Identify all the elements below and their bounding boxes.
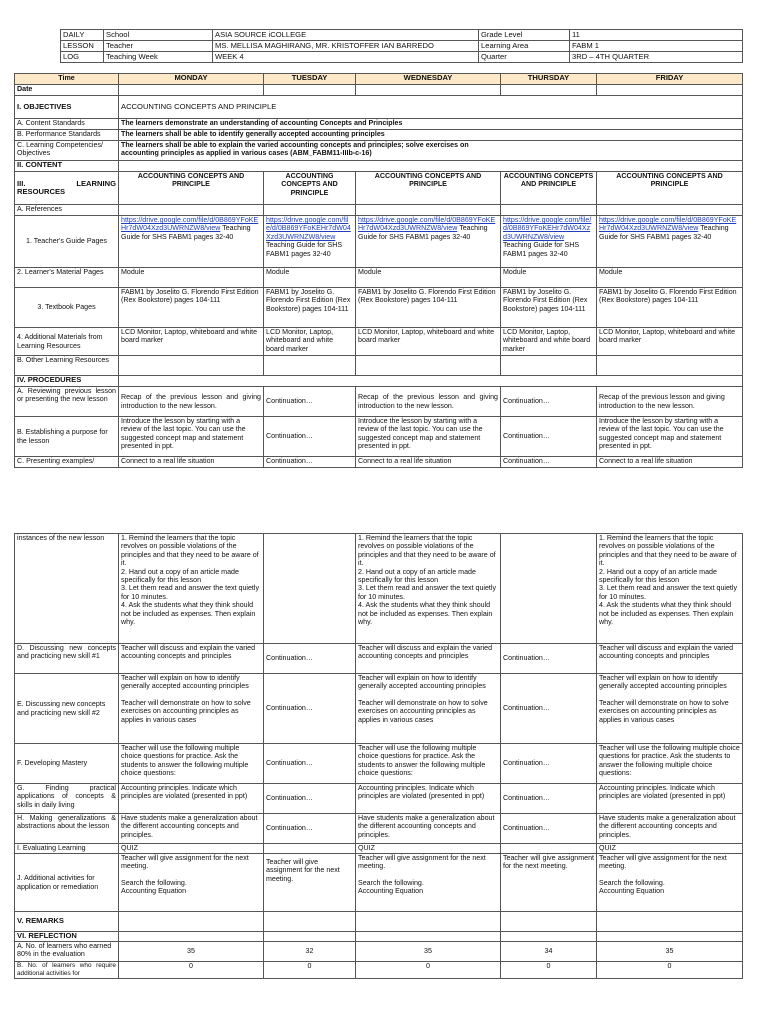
presenting-examples-monday: Connect to a real life situation (119, 457, 264, 468)
lesson-table-page-2 (14, 533, 743, 979)
teacher-value: MS. MELLISA MAGHIRANG, MR. KRISTOFFER IAN BARREDO (213, 41, 479, 52)
other-resources-cell (356, 356, 501, 376)
learning-resources-label: III. LEARNING RESOURCES (15, 172, 119, 205)
date-cell (501, 85, 597, 96)
discussing-2-monday (119, 674, 264, 744)
instance-step-2: 2. Hand out a copy of an article made specifically for this lesson (358, 567, 476, 585)
reflection-cell (356, 932, 501, 942)
discussing-1-friday: Teacher will discuss and explain the varied accounting concepts and principles (597, 644, 743, 674)
instance-step-2: 2. Hand out a copy of an article made specifically for this lesson (599, 567, 717, 585)
instance-step-1: 1. Remind the learners that the topic revolves on possible violations of the principles and that they need to be aware of it. (599, 534, 737, 568)
header-table (60, 29, 743, 63)
additional-activities-friday (597, 854, 743, 912)
additional-materials-label: 4. Additional Materials from Learning Resources (15, 328, 119, 356)
reviewing-label: A. Reviewing previous lesson or presenting the new lesson (15, 387, 119, 417)
textbook-wednesday: FABM1 by Joselito G. Florendo First Edition (Rex Bookstore) pages 104-111 (356, 288, 501, 328)
performance-standards-label: B. Performance Standards (15, 130, 119, 141)
additional-materials-tuesday: LCD Monitor, Laptop, whiteboard and white board marker (264, 328, 356, 356)
instance-step-4: 4. Ask the students what they think should not be included as expenses. Then explain why. (121, 601, 256, 627)
remarks-cell (597, 912, 743, 932)
reflection-label: VI. REFLECTION (15, 932, 119, 942)
evaluating-tuesday (264, 844, 356, 854)
week-value: WEEK 4 (213, 52, 479, 63)
objectives-label: I. OBJECTIVES (15, 96, 119, 119)
instances-monday (119, 534, 264, 644)
teachers-guide-label: 1. Teacher's Guide Pages (15, 216, 119, 268)
grade-label: Grade Level (479, 30, 570, 41)
discussing-1-label: D. Discussing new concepts and practicing new skill #1 (15, 644, 119, 674)
guide-link[interactable]: https://drive.google.com/file/d/0B869YFoKEHr7dW04Xzd3UWRNZW8/view (503, 216, 592, 241)
learners-material-wednesday: Module (356, 268, 501, 288)
establishing-purpose-thursday: Continuation… (501, 417, 597, 457)
references-cell (356, 205, 501, 216)
presenting-examples-thursday: Continuation… (501, 457, 597, 468)
remarks-cell (356, 912, 501, 932)
learners-material-friday: Module (597, 268, 743, 288)
objectives-value: ACCOUNTING CONCEPTS AND PRINCIPLE (119, 96, 743, 119)
additional-activities-wednesday (356, 854, 501, 912)
explain-text: Teacher will explain on how to identify generally accepted accounting principles (121, 674, 249, 691)
competencies-label: C. Learning Competencies/ Objectives (15, 141, 119, 161)
instance-step-4: 4. Ask the students what they think should not be included as expenses. Then explain why. (599, 601, 734, 627)
remarks-label: V. REMARKS (15, 912, 119, 932)
content-standards-value: The learners demonstrate an understanding of accounting Concepts and Principles (119, 119, 743, 130)
learners-80-friday: 35 (597, 942, 743, 962)
evaluating-label: I. Evaluating Learning (15, 844, 119, 854)
additional-activities-tuesday: Teacher will give assignment for the next meeting. (264, 854, 356, 912)
remarks-cell (264, 912, 356, 932)
learners-80-label: A. No. of learners who earned 80% in the evaluation (15, 942, 119, 962)
remarks-cell (501, 912, 597, 932)
other-resources-cell (119, 356, 264, 376)
learners-80-monday: 35 (119, 942, 264, 962)
dll-title-line-2: LESSON (61, 41, 104, 52)
references-cell (119, 205, 264, 216)
discussing-2-tuesday: Continuation… (264, 674, 356, 744)
other-resources-cell (264, 356, 356, 376)
school-value: ASIA SOURCE iCOLLEGE (213, 30, 479, 41)
guide-text: Teaching Guide for SHS FABM1 pages 32-40 (503, 241, 580, 258)
school-label: School (104, 30, 213, 41)
presenting-examples-wednesday: Connect to a real life situation (356, 457, 501, 468)
additional-materials-friday: LCD Monitor, Laptop, whiteboard and white board marker (597, 328, 743, 356)
teachers-guide-wednesday (356, 216, 501, 268)
reviewing-thursday: Continuation… (501, 387, 597, 417)
day-friday: FRIDAY (597, 74, 743, 85)
assignment-text: Teacher will give assignment for the next meeting. (121, 854, 249, 871)
guide-link[interactable]: https://drive.google.com/file/d/0B869YFoKEHr7dW04Xzd3UWRNZW8/view (121, 216, 259, 233)
practical-applications-thursday: Continuation… (501, 784, 597, 814)
date-cell (264, 85, 356, 96)
teachers-guide-thursday (501, 216, 597, 268)
topic-friday: ACCOUNTING CONCEPTS AND PRINCIPLE (597, 172, 743, 205)
area-value: FABM 1 (570, 41, 743, 52)
procedures-label: IV. PROCEDURES (15, 376, 119, 387)
lesson-table-page-1 (14, 73, 743, 468)
instance-step-3: 3. Let them read and answer the text quietly for 10 minutes. (121, 584, 260, 601)
guide-text: Teaching Guide for SHS FABM1 pages 32-40 (358, 224, 488, 241)
teacher-label: Teacher (104, 41, 213, 52)
reviewing-wednesday: Recap of the previous lesson and giving introduction to the new lesson. (356, 387, 501, 417)
discussing-1-monday: Teacher will discuss and explain the varied accounting concepts and principles (119, 644, 264, 674)
mastery-tuesday: Continuation… (264, 744, 356, 784)
topic-thursday: ACCOUNTING CONCEPTS AND PRINCIPLE (501, 172, 597, 205)
learners-material-tuesday: Module (264, 268, 356, 288)
guide-text: Teaching Guide for SHS FABM1 pages 32-40 (121, 224, 251, 241)
generalizations-friday: Have students make a generalization about the different accounting concepts and principles. (597, 814, 743, 844)
establishing-purpose-wednesday: Introduce the lesson by starting with a review of the last topic. You can use the suggested concept map and statement presented in ppt. (356, 417, 501, 457)
date-cell (356, 85, 501, 96)
generalizations-tuesday: Continuation… (264, 814, 356, 844)
guide-link[interactable]: https://drive.google.com/file/d/0B869YFoKEHr7dW04Xzd3UWRNZW8/view (266, 216, 351, 241)
learners-remediation-thursday: 0 (501, 962, 597, 979)
time-label: Time (15, 74, 119, 85)
date-label: Date (15, 85, 119, 96)
learners-remediation-wednesday: 0 (356, 962, 501, 979)
guide-text: Teaching Guide for SHS FABM1 pages 32-40 (266, 241, 343, 258)
discussing-2-label: E. Discussing new concepts and practicing new skill #2 (15, 674, 119, 744)
evaluating-friday: QUIZ (597, 844, 743, 854)
mastery-wednesday: Teacher will use the following multiple choice questions for practice. Ask the students to answer the following multiple choice questions: (356, 744, 501, 784)
generalizations-monday: Have students make a generalization about the different accounting concepts and principles. (119, 814, 264, 844)
learners-remediation-label: B. No. of learners who require additional activities for (15, 962, 119, 979)
teachers-guide-tuesday (264, 216, 356, 268)
presenting-examples-tuesday: Continuation… (264, 457, 356, 468)
mastery-thursday: Continuation… (501, 744, 597, 784)
mastery-label: F. Developing Mastery (15, 744, 119, 784)
instances-label: instances of the new lesson (15, 534, 119, 644)
equation-text: Accounting Equation (599, 887, 665, 896)
generalizations-thursday: Continuation… (501, 814, 597, 844)
content-value (119, 161, 743, 172)
references-label: A. References (15, 205, 119, 216)
practical-applications-tuesday: Continuation… (264, 784, 356, 814)
demonstrate-text: Teacher will demonstrate on how to solve exercises on accounting principles as applies in various cases (121, 698, 251, 724)
reflection-cell (501, 932, 597, 942)
day-monday: MONDAY (119, 74, 264, 85)
mastery-friday: Teacher will use the following multiple choice questions for practice. Ask the students to answer the following multiple choice questions: (597, 744, 743, 784)
content-standards-label: A. Content Standards (15, 119, 119, 130)
teachers-guide-friday (597, 216, 743, 268)
learners-80-tuesday: 32 (264, 942, 356, 962)
topic-monday: ACCOUNTING CONCEPTS AND PRINCIPLE (119, 172, 264, 205)
evaluating-monday: QUIZ (119, 844, 264, 854)
discussing-1-tuesday: Continuation… (264, 644, 356, 674)
instance-step-1: 1. Remind the learners that the topic revolves on possible violations of the principles and that they need to be aware of it. (121, 534, 259, 568)
dll-title-line-3: LOG (61, 52, 104, 63)
additional-materials-thursday: LCD Monitor, Laptop, whiteboard and white board marker (501, 328, 597, 356)
generalizations-wednesday: Have students make a generalization about the different accounting concepts and principles. (356, 814, 501, 844)
additional-activities-label: J. Additional activities for application or remediation (15, 854, 119, 912)
additional-materials-wednesday: LCD Monitor, Laptop, whiteboard and white board marker (356, 328, 501, 356)
other-resources-cell (597, 356, 743, 376)
demonstrate-text: Teacher will demonstrate on how to solve exercises on accounting principles as applies in various cases (358, 698, 488, 724)
date-cell (119, 85, 264, 96)
discussing-2-friday (597, 674, 743, 744)
additional-materials-monday: LCD Monitor, Laptop, whiteboard and white board marker (119, 328, 264, 356)
equation-text: Accounting Equation (358, 887, 424, 896)
discussing-1-wednesday: Teacher will discuss and explain the varied accounting concepts and principles (356, 644, 501, 674)
date-cell (597, 85, 743, 96)
quarter-label: Quarter (479, 52, 570, 63)
instances-friday (597, 534, 743, 644)
procedures-cell (119, 376, 743, 387)
search-text: Search the following. (599, 878, 665, 887)
assignment-text: Teacher will give assignment for the next meeting. (599, 854, 727, 871)
explain-text: Teacher will explain on how to identify generally accepted accounting principles (599, 674, 727, 691)
instance-step-4: 4. Ask the students what they think should not be included as expenses. Then explain why. (358, 601, 493, 627)
practical-applications-wednesday: Accounting principles. Indicate which principles are violated (presented in ppt) (356, 784, 501, 814)
topic-wednesday: ACCOUNTING CONCEPTS AND PRINCIPLE (356, 172, 501, 205)
additional-activities-monday (119, 854, 264, 912)
instance-step-1: 1. Remind the learners that the topic revolves on possible violations of the principles and that they need to be aware of it. (358, 534, 496, 568)
topic-tuesday: ACCOUNTING CONCEPTS AND PRINCIPLE (264, 172, 356, 205)
practical-applications-label: G. Finding practical applications of concepts & skills in daily living (15, 784, 119, 814)
textbook-tuesday: FABM1 by Joselito G. Florendo First Edition (Rex Bookstore) pages 104-111 (264, 288, 356, 328)
practical-applications-monday: Accounting principles. Indicate which principles are violated (presented in ppt) (119, 784, 264, 814)
learners-80-thursday: 34 (501, 942, 597, 962)
search-text: Search the following. (358, 878, 424, 887)
guide-link[interactable]: https://drive.google.com/file/d/0B869YFoKEHr7dW04Xzd3UWRNZW8/view (599, 216, 737, 233)
references-cell (264, 205, 356, 216)
learners-remediation-tuesday: 0 (264, 962, 356, 979)
teachers-guide-monday (119, 216, 264, 268)
textbook-label: 3. Textbook Pages (15, 288, 119, 328)
learners-remediation-monday: 0 (119, 962, 264, 979)
instance-step-3: 3. Let them read and answer the text quietly for 10 minutes. (599, 584, 738, 601)
references-cell (597, 205, 743, 216)
other-resources-cell (501, 356, 597, 376)
discussing-2-wednesday (356, 674, 501, 744)
references-cell (501, 205, 597, 216)
content-label: II. CONTENT (15, 161, 119, 172)
reviewing-friday: Recap of the previous lesson and giving introduction to the new lesson. (597, 387, 743, 417)
mastery-monday: Teacher will use the following multiple choice questions for practice. Ask the students to answer the following multiple choice questions: (119, 744, 264, 784)
instances-thursday (501, 534, 597, 644)
discussing-1-thursday: Continuation… (501, 644, 597, 674)
establishing-purpose-friday: Introduce the lesson by starting with a review of the last topic. You can use the suggested concept map and statement presented in ppt. (597, 417, 743, 457)
textbook-friday: FABM1 by Joselito G. Florendo First Edition (Rex Bookstore) pages 104-111 (597, 288, 743, 328)
instances-wednesday (356, 534, 501, 644)
additional-activities-thursday: Teacher will give assignment for the next meeting. (501, 854, 597, 912)
textbook-monday: FABM1 by Joselito G. Florendo First Edition (Rex Bookstore) pages 104-111 (119, 288, 264, 328)
remarks-cell (119, 912, 264, 932)
establishing-purpose-monday: Introduce the lesson by starting with a review of the last topic. You can use the suggested concept map and statement presented in ppt. (119, 417, 264, 457)
textbook-thursday: FABM1 by Joselito G. Florendo First Edition (Rex Bookstore) pages 104-111 (501, 288, 597, 328)
dll-title-line-1: DAILY (61, 30, 104, 41)
generalizations-label: H. Making generalizations & abstractions about the lesson (15, 814, 119, 844)
discussing-2-thursday: Continuation… (501, 674, 597, 744)
evaluating-wednesday: QUIZ (356, 844, 501, 854)
evaluating-thursday (501, 844, 597, 854)
assignment-text: Teacher will give assignment for the next meeting. (358, 854, 486, 871)
presenting-examples-friday: Connect to a real life situation (597, 457, 743, 468)
learners-material-monday: Module (119, 268, 264, 288)
area-label: Learning Area (479, 41, 570, 52)
learners-material-label: 2. Learner's Material Pages (15, 268, 119, 288)
demonstrate-text: Teacher will demonstrate on how to solve exercises on accounting principles as applies in various cases (599, 698, 729, 724)
learners-remediation-friday: 0 (597, 962, 743, 979)
equation-text: Accounting Equation (121, 887, 187, 896)
establishing-purpose-label: B. Establishing a purpose for the lesson (15, 417, 119, 457)
performance-standards-value: The learners shall be able to identify generally accepted accounting principles (119, 130, 743, 141)
competencies-value: The learners shall be able to explain the varied accounting concepts and principles; solve exercises on accounting principles as applied in various cases (ABM_FABM11-IIIb-c-16) (119, 141, 743, 161)
day-tuesday: TUESDAY (264, 74, 356, 85)
reviewing-tuesday: Continuation… (264, 387, 356, 417)
establishing-purpose-tuesday: Continuation… (264, 417, 356, 457)
grade-value: 11 (570, 30, 743, 41)
instance-step-2: 2. Hand out a copy of an article made specifically for this lesson (121, 567, 239, 585)
learners-80-wednesday: 35 (356, 942, 501, 962)
reflection-cell (264, 932, 356, 942)
reviewing-monday: Recap of the previous lesson and giving introduction to the new lesson. (119, 387, 264, 417)
presenting-examples-label: C. Presenting examples/ (15, 457, 119, 468)
day-wednesday: WEDNESDAY (356, 74, 501, 85)
instance-step-3: 3. Let them read and answer the text quietly for 10 minutes. (358, 584, 497, 601)
learners-material-thursday: Module (501, 268, 597, 288)
practical-applications-friday: Accounting principles. Indicate which principles are violated (presented in ppt) (597, 784, 743, 814)
guide-link[interactable]: https://drive.google.com/file/d/0B869YFoKEHr7dW04Xzd3UWRNZW8/view (358, 216, 496, 233)
day-thursday: THURSDAY (501, 74, 597, 85)
week-label: Teaching Week (104, 52, 213, 63)
explain-text: Teacher will explain on how to identify generally accepted accounting principles (358, 674, 486, 691)
search-text: Search the following. (121, 878, 187, 887)
reflection-cell (119, 932, 264, 942)
reflection-cell (597, 932, 743, 942)
other-resources-label: B. Other Learning Resources (15, 356, 119, 376)
quarter-value: 3RD – 4TH QUARTER (570, 52, 743, 63)
guide-text: Teaching Guide for SHS FABM1 pages 32-40 (599, 224, 729, 241)
instances-tuesday (264, 534, 356, 644)
